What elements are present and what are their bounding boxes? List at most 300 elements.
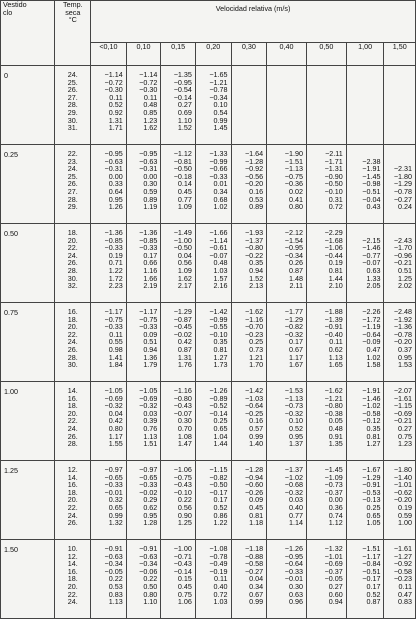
pmv-value: −1.40 — [393, 472, 412, 482]
pmv-value: −0.30 — [139, 85, 158, 95]
temperature-value: 26. — [67, 179, 78, 189]
pmv-value: −0.02 — [173, 329, 192, 339]
pmv-value: −1.36 — [393, 322, 412, 332]
pmv-cell — [126, 145, 161, 224]
clo-value: 0 — [1, 66, 55, 145]
pmv-value: −0.65 — [104, 472, 123, 482]
pmv-value: 1.72 — [108, 273, 123, 283]
pmv-value: −0.53 — [362, 487, 381, 497]
pmv-value: 0.80 — [108, 423, 123, 433]
pmv-value: −0.34 — [104, 559, 123, 569]
pmv-value: −1.77 — [284, 307, 303, 316]
pmv-value: 0.67 — [249, 589, 264, 599]
pmv-value: −1.61 — [393, 544, 412, 553]
pmv-value: −1.37 — [284, 465, 303, 474]
pmv-value: −0.64 — [362, 329, 381, 339]
pmv-value: −0.84 — [362, 559, 381, 569]
pmv-value: 0.89 — [143, 194, 158, 204]
pmv-value: 1.09 — [177, 202, 192, 212]
pmv-value: −0.82 — [209, 472, 228, 482]
pmv-cell — [306, 224, 346, 303]
pmv-value: −1.33 — [209, 149, 228, 158]
pmv-value: −0.63 — [139, 156, 158, 166]
pmv-value: −0.58 — [362, 408, 381, 418]
pmv-value: 0.95 — [143, 510, 158, 520]
pmv-value: 1.09 — [177, 265, 192, 275]
pmv-value: 0.87 — [366, 597, 381, 607]
pmv-value: −0.97 — [139, 465, 158, 474]
pmv-value: −1.19 — [362, 322, 381, 332]
temperature-value: 24. — [67, 597, 78, 607]
pmv-value: −0.43 — [173, 480, 192, 490]
pmv-value: −1.09 — [324, 472, 343, 482]
pmv-value: 0.42 — [177, 337, 192, 347]
pmv-value: −0.07 — [173, 408, 192, 418]
temperature-value: 24. — [67, 250, 78, 260]
pmv-value: 0.56 — [177, 502, 192, 512]
pmv-value: −0.37 — [324, 487, 343, 497]
pmv-value: 0.81 — [213, 344, 228, 354]
pmv-value: 0.56 — [177, 258, 192, 268]
pmv-value: 0.90 — [177, 510, 192, 520]
pmv-value: 1.22 — [213, 518, 228, 528]
pmv-value: 0.33 — [108, 179, 123, 189]
pmv-value: 0.52 — [288, 423, 303, 433]
pmv-value: 0.15 — [177, 574, 192, 584]
pmv-value: 0.22 — [177, 495, 192, 505]
pmv-value: 0.76 — [143, 423, 158, 433]
pmv-value: 0.59 — [398, 510, 412, 520]
pmv-value: 1.40 — [249, 439, 264, 449]
pmv-value: −0.22 — [244, 250, 264, 260]
pmv-value: −0.38 — [324, 408, 343, 418]
pmv-value: −1.00 — [173, 544, 192, 553]
pmv-value: −0.70 — [244, 322, 264, 332]
pmv-value: −0.69 — [393, 408, 412, 418]
pmv-value: −0.20 — [393, 495, 412, 505]
pmv-value: −0.78 — [393, 186, 412, 196]
pmv-value: −0.52 — [209, 401, 228, 411]
pmv-value: 0.54 — [213, 107, 228, 117]
pmv-value: −0.31 — [104, 164, 123, 174]
pmv-value: −1.64 — [244, 149, 264, 158]
pmv-value: −0.33 — [104, 322, 123, 332]
pmv-value: −0.55 — [209, 322, 228, 332]
pmv-value: −0.17 — [209, 487, 228, 497]
clo-group-row — [1, 224, 416, 303]
pmv-value: 0.55 — [108, 337, 123, 347]
pmv-value: −0.80 — [324, 401, 343, 411]
pmv-cell — [126, 303, 161, 382]
temperature-value: 28. — [67, 439, 78, 449]
pmv-value: 0.02 — [288, 186, 303, 196]
pmv-value: −1.93 — [244, 228, 264, 237]
pmv-value: −1.01 — [393, 480, 412, 490]
pmv-value: −1.54 — [284, 235, 303, 245]
pmv-value: −1.06 — [173, 465, 192, 474]
temperature-cell — [55, 461, 91, 540]
clo-group-row — [1, 66, 416, 145]
pmv-value: 1.35 — [328, 439, 343, 449]
pmv-value: −1.45 — [324, 465, 343, 474]
pmv-value: 0.62 — [143, 502, 158, 512]
pmv-value: −0.64 — [284, 559, 303, 569]
pmv-value: −0.49 — [209, 559, 228, 569]
pmv-value: 0.94 — [143, 344, 158, 354]
pmv-cell — [231, 540, 267, 619]
pmv-value: 2.23 — [108, 281, 123, 291]
pmv-value: −1.29 — [362, 472, 381, 482]
pmv-value: −0.14 — [209, 408, 228, 418]
temperature-value: 20. — [67, 408, 78, 418]
pmv-value: 0.22 — [108, 574, 123, 584]
pmv-value: −1.37 — [244, 235, 264, 245]
pmv-value: 1.67 — [288, 360, 303, 370]
pmv-value: 1.36 — [143, 352, 158, 362]
pmv-value: 0.30 — [177, 416, 192, 426]
pmv-value: −0.30 — [104, 85, 123, 95]
temperature-value: 28. — [67, 100, 78, 110]
pmv-value: −0.27 — [244, 566, 264, 576]
pmv-value: 0.65 — [366, 510, 381, 520]
pmv-cell — [126, 540, 161, 619]
pmv-value: 0.29 — [143, 495, 158, 505]
pmv-value: −0.32 — [104, 401, 123, 411]
pmv-value: 0.00 — [143, 171, 158, 181]
pmv-value: −0.23 — [393, 574, 412, 584]
pmv-value: 2.11 — [289, 281, 303, 291]
pmv-value: −0.18 — [173, 171, 192, 181]
pmv-cell — [161, 540, 196, 619]
pmv-value: 0.25 — [249, 337, 264, 347]
pmv-value: −2.29 — [324, 228, 343, 237]
pmv-cell — [267, 224, 307, 303]
pmv-value: 0.51 — [143, 337, 158, 347]
pmv-value — [384, 150, 412, 158]
pmv-cell — [306, 540, 346, 619]
temperature-value: 29. — [67, 107, 78, 117]
pmv-value: 0.66 — [143, 258, 158, 268]
velocity-header: 0,15 — [161, 43, 196, 66]
pmv-value: −0.50 — [324, 179, 343, 189]
pmv-value: −0.05 — [324, 574, 343, 584]
pmv-value: 1.02 — [213, 202, 228, 212]
pmv-cell — [161, 303, 196, 382]
pmv-cell — [267, 66, 307, 145]
pmv-value: 0.87 — [288, 265, 303, 275]
pmv-value: 0.53 — [249, 194, 264, 204]
pmv-value: −0.21 — [393, 416, 412, 426]
pmv-value: −0.09 — [362, 337, 381, 347]
pmv-value: 1.06 — [177, 597, 192, 607]
clo-group-row — [1, 303, 416, 382]
pmv-cell — [267, 382, 307, 461]
pmv-value: 2.02 — [398, 281, 412, 291]
pmv-value: 0.30 — [288, 581, 303, 591]
pmv-value: −1.61 — [393, 393, 412, 403]
pmv-value: −1.13 — [284, 393, 303, 403]
pmv-value: 1.18 — [249, 518, 264, 528]
pmv-value: 0.14 — [177, 179, 192, 189]
pmv-value: 0.72 — [328, 202, 343, 212]
pmv-value: −0.26 — [244, 487, 264, 497]
pmv-value: −1.00 — [173, 235, 192, 245]
pmv-value: −0.72 — [139, 77, 158, 87]
pmv-value: −1.80 — [393, 171, 412, 181]
pmv-value: 0.53 — [108, 581, 123, 591]
pmv-cell — [161, 66, 196, 145]
pmv-cell — [231, 303, 267, 382]
pmv-value: 1.66 — [143, 273, 158, 283]
pmv-value: 0.45 — [177, 186, 192, 196]
temperature-value: 20. — [67, 235, 78, 245]
pmv-value: 0.40 — [288, 502, 303, 512]
pmv-value: 1.73 — [213, 360, 228, 370]
temperature-value: 18. — [67, 401, 78, 411]
pmv-value: −0.98 — [362, 179, 381, 189]
pmv-value: −1.17 — [139, 307, 158, 316]
pmv-value: 0.35 — [366, 423, 381, 433]
pmv-value: −1.02 — [362, 401, 381, 411]
pmv-value: −1.90 — [284, 149, 303, 158]
pmv-value: −1.70 — [393, 243, 412, 253]
pmv-value: −0.43 — [173, 401, 192, 411]
pmv-value: −1.14 — [104, 70, 123, 79]
pmv-value: −2.15 — [362, 235, 381, 245]
pmv-value: 0.47 — [366, 344, 381, 354]
temperature-value: 31. — [67, 123, 78, 133]
pmv-value: 0.11 — [143, 92, 158, 102]
pmv-value: 1.16 — [143, 265, 158, 275]
table-body — [1, 66, 416, 619]
pmv-value: 0.45 — [249, 502, 264, 512]
clo-value: 0.25 — [1, 145, 55, 224]
pmv-value: −0.80 — [173, 393, 192, 403]
pmv-value: 1.57 — [213, 273, 228, 283]
pmv-value: 0.59 — [143, 186, 158, 196]
pmv-value: −1.80 — [393, 465, 412, 474]
pmv-value: 1.33 — [366, 273, 381, 283]
pmv-value: −0.95 — [284, 551, 303, 561]
pmv-value: 1.37 — [288, 439, 303, 449]
pmv-value: −0.19 — [209, 566, 228, 576]
pmv-value: 0.48 — [328, 423, 343, 433]
pmv-value: −1.36 — [104, 228, 123, 237]
clo-group-row — [1, 540, 416, 619]
pmv-value: 0.69 — [177, 107, 192, 117]
pmv-value: −0.91 — [104, 544, 123, 553]
pmv-value: −0.58 — [393, 566, 412, 576]
pmv-cell — [91, 461, 127, 540]
pmv-value: 1.23 — [143, 115, 158, 125]
pmv-value: 1.13 — [143, 431, 158, 441]
pmv-value: 0.45 — [177, 581, 192, 591]
pmv-value: 0.80 — [288, 202, 303, 212]
pmv-value: −1.29 — [173, 307, 192, 316]
pmv-value: −0.63 — [139, 551, 158, 561]
pmv-value: −0.95 — [139, 149, 158, 158]
temperature-value: 18. — [67, 314, 78, 324]
pmv-cell — [231, 66, 267, 145]
pmv-value: −0.06 — [139, 566, 158, 576]
pmv-value: −0.80 — [244, 243, 264, 253]
pmv-value: −0.32 — [284, 408, 303, 418]
pmv-value: 0.42 — [108, 416, 123, 426]
temperature-value: 14. — [67, 559, 78, 569]
pmv-value: 2.10 — [328, 281, 343, 291]
pmv-value: 0.48 — [143, 100, 158, 110]
pmv-value: 0.65 — [213, 423, 228, 433]
pmv-value: 1.76 — [177, 360, 192, 370]
pmv-value: −0.33 — [104, 480, 123, 490]
pmv-value: 0.83 — [398, 597, 412, 607]
pmv-value: −0.14 — [173, 92, 192, 102]
pmv-cell — [195, 303, 231, 382]
pmv-value: −1.45 — [362, 171, 381, 181]
pmv-value: −1.03 — [244, 393, 264, 403]
pmv-cell — [91, 66, 127, 145]
temperature-value: 14. — [67, 386, 78, 395]
pmv-value: 0.17 — [213, 495, 228, 505]
pmv-value: −1.51 — [362, 544, 381, 553]
pmv-value: −0.95 — [284, 243, 303, 253]
pmv-value: 0.17 — [288, 337, 303, 347]
velocity-header: 1,50 — [384, 43, 416, 66]
pmv-value: −0.33 — [139, 243, 158, 253]
pmv-value: 0.50 — [143, 581, 158, 591]
pmv-value: 0.01 — [213, 179, 228, 189]
clo-value: 1.50 — [1, 540, 55, 619]
pmv-value: 1.52 — [177, 123, 192, 133]
pmv-value: 0.77 — [177, 194, 192, 204]
pmv-value: −0.75 — [104, 314, 123, 324]
pmv-value: −0.33 — [104, 243, 123, 253]
pmv-value: −1.67 — [362, 465, 381, 474]
pmv-value: −0.69 — [104, 393, 123, 403]
pmv-value: 0.77 — [288, 510, 303, 520]
clo-value: 0.75 — [1, 303, 55, 382]
pmv-cell — [267, 461, 307, 540]
pmv-value: −1.62 — [324, 386, 343, 395]
pmv-value: 1.62 — [143, 123, 158, 133]
pmv-value: 2.19 — [143, 281, 158, 291]
pmv-value: −1.01 — [324, 551, 343, 561]
pmv-cell — [195, 540, 231, 619]
pmv-value: 0.83 — [108, 589, 123, 599]
pmv-value: −1.17 — [362, 551, 381, 561]
pmv-value: 1.45 — [213, 123, 228, 133]
pmv-value: 1.44 — [213, 439, 228, 449]
pmv-value: 1.21 — [249, 352, 264, 362]
pmv-value: 0.72 — [213, 589, 228, 599]
pmv-value: −0.23 — [244, 329, 264, 339]
pmv-value: 1.22 — [108, 265, 123, 275]
pmv-cell — [346, 224, 384, 303]
pmv-value: −1.05 — [139, 386, 158, 395]
temperature-cell — [55, 382, 91, 461]
pmv-value: −1.72 — [362, 314, 381, 324]
pmv-value: 0.16 — [249, 186, 264, 196]
pmv-value: −1.51 — [284, 156, 303, 166]
pmv-value: 0.99 — [213, 115, 228, 125]
pmv-value: −0.07 — [209, 250, 228, 260]
pmv-value: 0.25 — [213, 416, 228, 426]
pmv-value: −0.01 — [284, 574, 303, 584]
pmv-value: −0.32 — [139, 401, 158, 411]
pmv-value: 0.75 — [177, 589, 192, 599]
pmv-value: 0.40 — [213, 581, 228, 591]
pmv-value: 0.74 — [328, 510, 343, 520]
pmv-value: 0.71 — [108, 258, 123, 268]
pmv-value: −1.68 — [324, 235, 343, 245]
pmv-value: −1.13 — [284, 164, 303, 174]
temperature-value: 32. — [67, 281, 78, 291]
pmv-value: 1.08 — [177, 431, 192, 441]
pmv-value: 0.27 — [177, 100, 192, 110]
pmv-value: 0.03 — [143, 408, 158, 418]
pmv-cell — [384, 303, 416, 382]
pmv-value: 0.34 — [249, 581, 264, 591]
pmv-value: 0.51 — [398, 265, 412, 275]
pmv-cell — [267, 145, 307, 224]
velocity-header: <0,10 — [91, 43, 127, 66]
pmv-value: 1.58 — [366, 360, 381, 370]
pmv-value: −0.36 — [284, 179, 303, 189]
pmv-value: 0.63 — [366, 265, 381, 275]
pmv-value: −0.27 — [393, 194, 412, 204]
temperature-value: 20. — [67, 322, 78, 332]
pmv-value: −0.92 — [393, 559, 412, 569]
pmv-value: 2.17 — [177, 281, 192, 291]
temperature-value: 22. — [67, 243, 78, 253]
pmv-value: −1.53 — [284, 386, 303, 395]
pmv-cell — [384, 224, 416, 303]
pmv-value: 1.31 — [108, 115, 123, 125]
pmv-value: −0.33 — [139, 322, 158, 332]
pmv-value: 0.92 — [108, 107, 123, 117]
pmv-value: −0.10 — [173, 487, 192, 497]
pmv-value: 1.71 — [108, 123, 123, 133]
pmv-value: −0.33 — [284, 566, 303, 576]
temperature-value: 27. — [67, 92, 78, 102]
pmv-value: 0.34 — [213, 186, 228, 196]
pmv-value: −0.13 — [362, 495, 381, 505]
pmv-value: −1.27 — [393, 551, 412, 561]
pmv-value: 1.19 — [143, 202, 158, 212]
pmv-value: 0.96 — [288, 597, 303, 607]
pmv-cell — [161, 145, 196, 224]
pmv-value: −2.12 — [284, 228, 303, 237]
pmv-value: 0.11 — [214, 574, 228, 584]
pmv-cell — [91, 303, 127, 382]
pmv-value: −0.58 — [244, 559, 264, 569]
pmv-value: 0.52 — [213, 502, 228, 512]
temperature-value: 12. — [67, 551, 78, 561]
pmv-value: −1.05 — [104, 386, 123, 395]
pmv-value: −0.14 — [173, 566, 192, 576]
pmv-value: 0.11 — [398, 581, 412, 591]
temperature-value: 29. — [67, 202, 78, 212]
pmv-value: −0.43 — [173, 559, 192, 569]
pmv-value: −0.02 — [139, 487, 158, 497]
pmv-value: 0.19 — [108, 250, 123, 260]
pmv-value: 1.62 — [177, 273, 192, 283]
pmv-value: 1.44 — [328, 273, 343, 283]
pmv-value: −1.14 — [209, 235, 228, 245]
pmv-value: 1.17 — [108, 431, 123, 441]
pmv-value: −0.34 — [209, 92, 228, 102]
temperature-value: 24. — [67, 337, 78, 347]
